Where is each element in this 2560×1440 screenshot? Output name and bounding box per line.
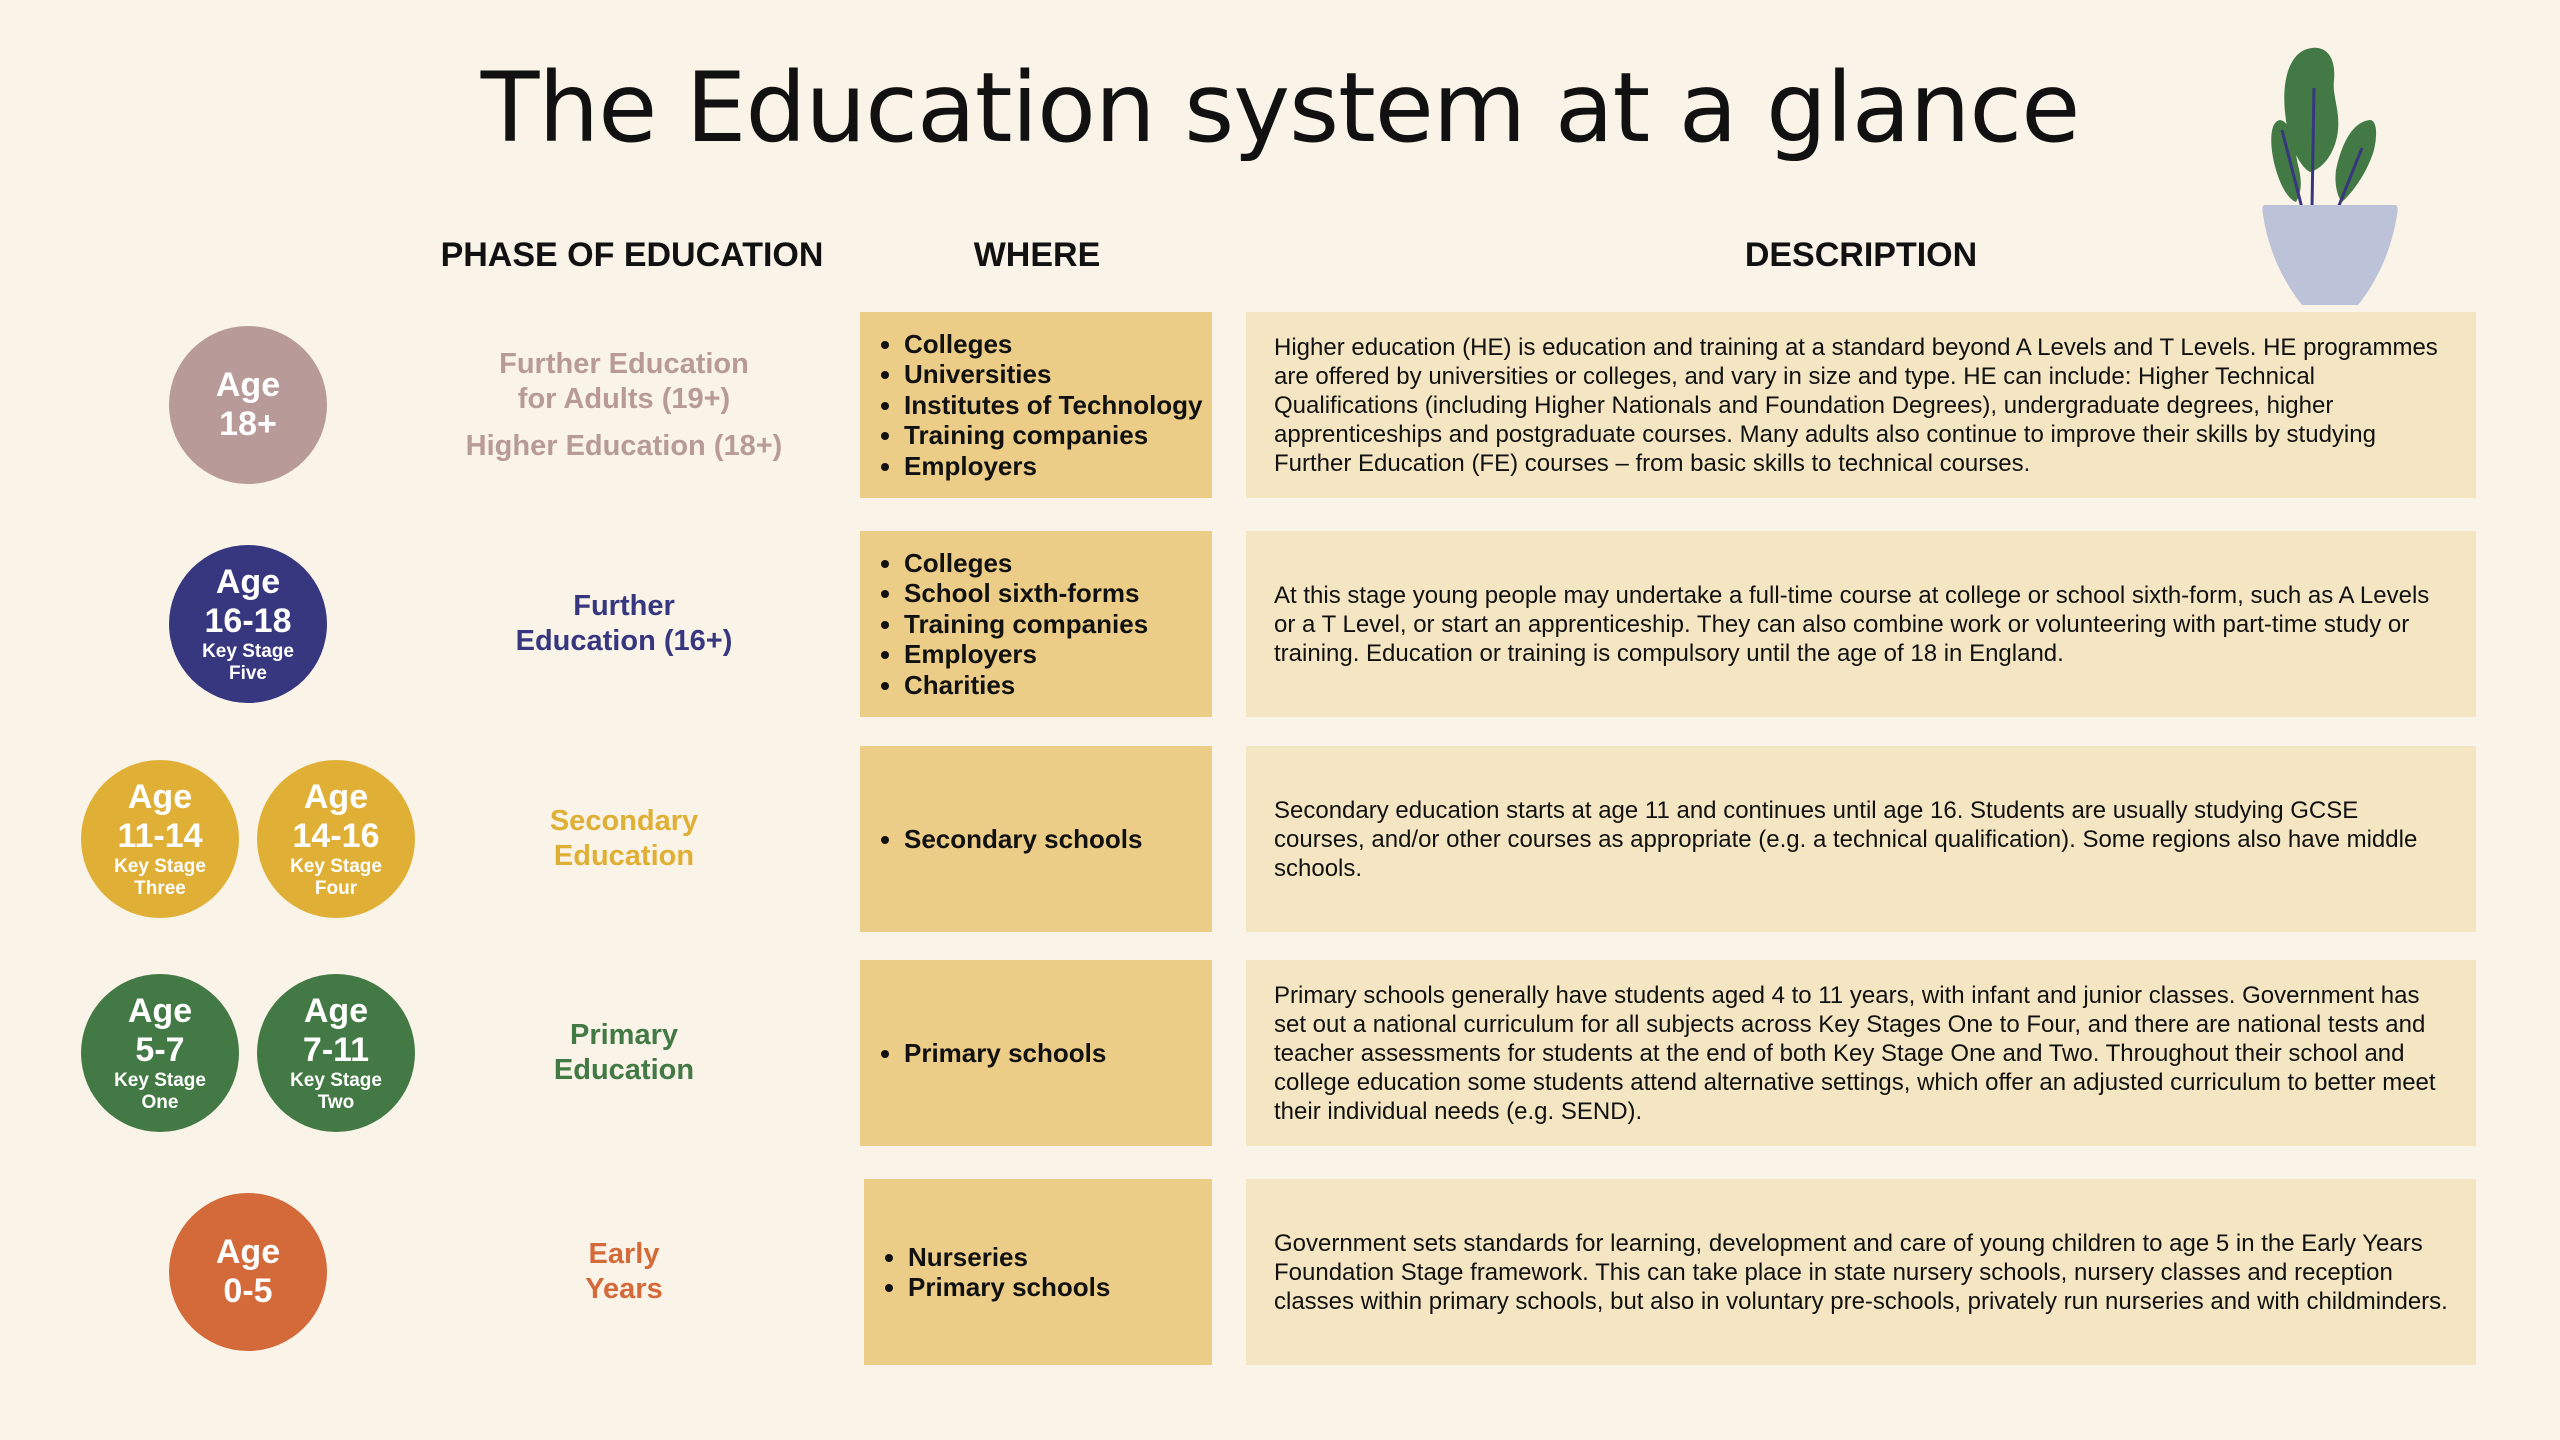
key-stage-label: Key Stage [114, 1070, 206, 1091]
age-label: Age [215, 1233, 281, 1271]
age-circle [169, 545, 327, 703]
phase-name [424, 960, 824, 1146]
description-box [1246, 960, 2476, 1146]
page-title: The Education system at a glance [480, 52, 2080, 164]
phase-line: Education [553, 840, 695, 872]
key-stage-number: Four [314, 878, 358, 899]
where-list [860, 329, 1203, 482]
where-list [860, 824, 1142, 855]
age-label: Age [215, 366, 281, 404]
age-range: 14-16 [292, 817, 380, 855]
description-text: Secondary education starts at age 11 and continues until age 16. Students are usually studying GCSE courses, and/or other courses as appropriate (e.g. a technical qualification). Some regions also have middle schools. [1274, 796, 2418, 882]
where-item: • Primary schools [908, 1272, 1110, 1303]
where-item: • Employers [904, 639, 1148, 670]
description-box [1246, 531, 2476, 717]
age-range: 11-14 [117, 817, 203, 855]
age-label: Age [215, 563, 281, 601]
phase-line: Higher Education (18+) [465, 429, 783, 462]
where-item: • Training companies [904, 609, 1148, 640]
age-circle [169, 326, 327, 484]
age-label: Age [303, 992, 369, 1030]
where-item: • Training companies [904, 420, 1203, 451]
age-circle [169, 1193, 327, 1351]
description-box [1246, 312, 2476, 498]
phase-line: Early [588, 1238, 660, 1270]
age-circle [257, 974, 415, 1132]
education-phase-row [0, 960, 2560, 1146]
header-description: DESCRIPTION [1744, 236, 1978, 274]
key-stage-label: Key Stage [202, 641, 294, 662]
key-stage-label: Key Stage [290, 856, 382, 877]
where-list [860, 1038, 1106, 1069]
key-stage-label: Key Stage [290, 1070, 382, 1091]
key-stage-number: One [141, 1092, 179, 1113]
where-box [864, 1179, 1212, 1365]
header-where: WHERE [973, 236, 1101, 274]
education-phase-row [0, 746, 2560, 932]
where-item: • School sixth-forms [904, 578, 1148, 609]
age-label: Age [127, 992, 193, 1030]
phase-line: Education [553, 1054, 695, 1086]
description-box [1246, 746, 2476, 932]
where-item: • Universities [904, 359, 1203, 390]
phase-line: Education (16+) [515, 625, 733, 657]
where-list [860, 548, 1148, 701]
where-box [860, 960, 1212, 1146]
description-text: Primary schools generally have students aged 4 to 11 years, with infant and junior classes. Government has set out a national curriculum for all subjects across Key Stages One to Four, and there are national tests and teacher assessments for students at the end of both Key Stage One and Two. Throughout their school and college education some students attend alternative settings, which offer an adjusted curriculum to better meet their individual needs (e.g. SEND). [1274, 981, 2436, 1125]
education-phase-row [0, 531, 2560, 717]
phase-line: Secondary [549, 805, 699, 837]
key-stage-label: Key Stage [114, 856, 206, 877]
where-box [860, 746, 1212, 932]
age-range: 18+ [219, 405, 277, 443]
description-box [1246, 1179, 2476, 1365]
phase-line: Primary [569, 1019, 678, 1051]
education-phase-row [0, 312, 2560, 498]
age-circle [257, 760, 415, 918]
where-item: • Nurseries [908, 1242, 1110, 1273]
phase-name [424, 531, 824, 717]
age-circle [81, 760, 239, 918]
where-item: • Primary schools [904, 1038, 1106, 1069]
where-item: • Employers [904, 451, 1203, 482]
age-label: Age [127, 778, 193, 816]
education-phase-row [0, 1179, 2560, 1365]
age-range: 0-5 [223, 1272, 273, 1310]
where-item: • Colleges [904, 548, 1148, 579]
where-item: • Institutes of Technology [904, 390, 1203, 421]
phase-name [424, 746, 824, 932]
potted-plant-illustration [2250, 40, 2420, 315]
age-range: 5-7 [135, 1031, 185, 1069]
description-text: Government sets standards for learning, development and care of young children to age 5 in the Early Years Foundation Stage framework. This can take place in state nursery schools, nursery classes and reception classes within primary schools, but also in voluntary pre-schools, privately run nurseries and with childminders. [1274, 1229, 2448, 1315]
where-box [860, 312, 1212, 498]
phase-line: Years [585, 1273, 663, 1305]
key-stage-number: Five [228, 663, 268, 684]
phase-line: Further [573, 590, 675, 622]
phase-line: Further Education [499, 347, 749, 380]
age-label: Age [303, 778, 369, 816]
phase-name [424, 312, 824, 498]
description-text: At this stage young people may undertake a full-time course at college or school sixth-form, such as A Levels or a T Level, or start an apprenticeship. They can also combine work or volunteering with part-time study or training. Education or training is compulsory until the age of 18 in England. [1274, 581, 2430, 667]
key-stage-number: Three [134, 878, 186, 899]
age-circle [81, 974, 239, 1132]
phase-name [424, 1179, 824, 1365]
phase-line: for Adults (19+) [517, 382, 731, 415]
key-stage-number: Two [317, 1092, 355, 1113]
where-item: • Colleges [904, 329, 1203, 360]
where-item: • Charities [904, 670, 1148, 701]
age-range: 7-11 [302, 1031, 370, 1069]
where-list [864, 1242, 1110, 1303]
where-item: • Secondary schools [904, 824, 1142, 855]
description-text: Higher education (HE) is education and training at a standard beyond A Levels and T Levels. HE programmes are offered by universities or colleges, and vary in size and type. HE can include: Higher Technical Qualifications (including Higher Nationals and Foundation Degrees), undergraduate degrees, higher apprenticeships and postgraduate courses. Many adults also continue to improve their skills by studying Further Education (FE) courses – from basic skills to technical courses. [1274, 333, 2438, 477]
header-phase: PHASE OF EDUCATION [440, 236, 824, 274]
age-range: 16-18 [204, 602, 292, 640]
where-box [860, 531, 1212, 717]
